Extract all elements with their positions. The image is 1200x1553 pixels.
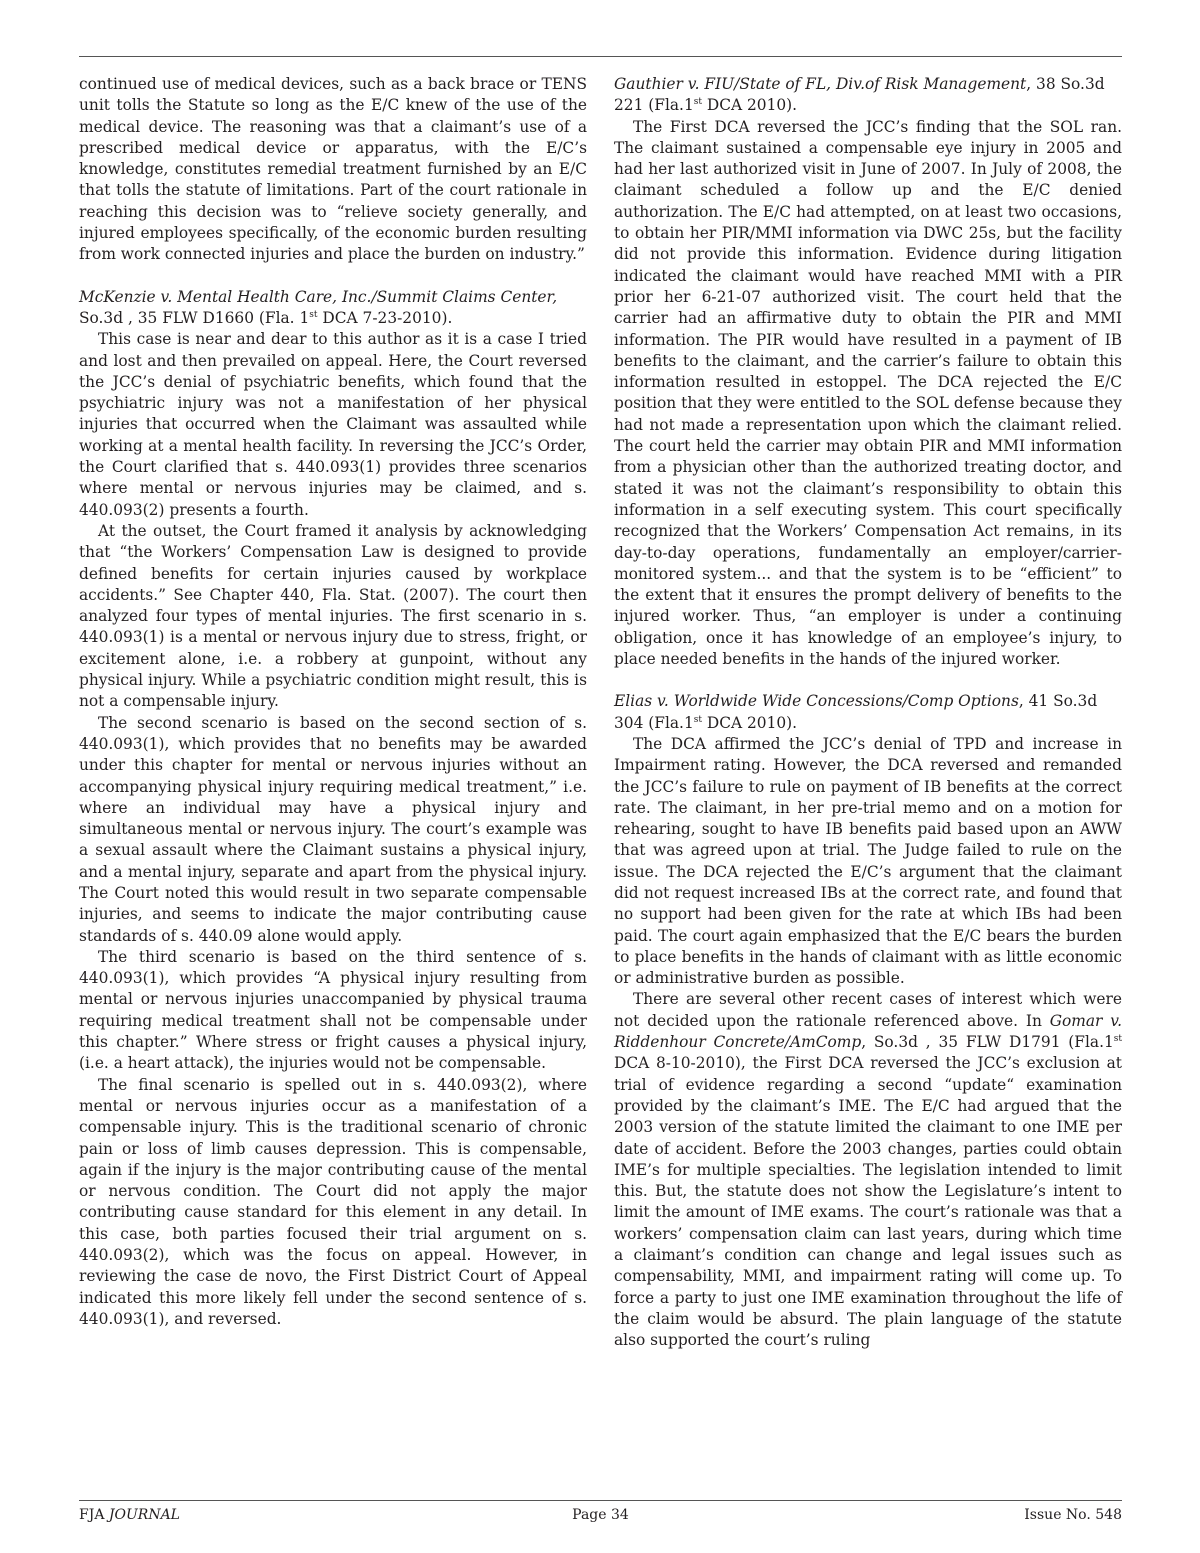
paragraph: The third scenario is based on the third sentence of s. 440.093(1), which provides “A physical injury resulting from mental or nervous injuries unaccompanied by physical trauma requiring medical treatment shall not be compensable under this chapter.” Where stress or fright causes a physical injury, (i.e. a heart attack), the injuries would not be compensable. — [79, 947, 587, 1073]
paragraph: The First DCA reversed the JCC’s finding that the SOL ran. The claimant sustained a compensable eye injury in 2005 and had her last authorized visit in June of 2007. In July of 2008, the claimant scheduled a follow up and the E/C denied authorization. The E/C had attempted, on at least two occasions, to obtain her PIR/MMI information via DWC 25s, but the facility did not provide this information. Evidence during litigation indicated the claimant would have reached MMI with a PIR prior her 6-21-07 authorized visit. The court held that the carrier had an affirmative duty to obtain the PIR and MMI information. The PIR would have resulted in a payment of IB benefits to the claimant, and the carrier’s failure to obtain this information resulted in estoppel. The DCA rejected the E/C position that they were entitled to the SOL defense because they had not made a representation upon which the claimant relied. The court held the carrier may obtain PIR and MMI information from a physician other than the authorized treating doctor, and stated it was not the claimant’s responsibility to obtain this information in a self executing system. This court specifically recognized that the Workers’ Compensation Act remains, in its day-to-day operations, fundamentally an employer/carrier-monitored system... and that the system is to be “efficient” to the extent that it ensures the prompt delivery of benefits to the injured worker. Thus, “an employer is under a continuing obligation, once it has knowledge of an employee’s injury, to place needed benefits in the hands of the injured worker. — [614, 117, 1122, 669]
publication-name: FJA JOURNAL — [79, 1507, 180, 1523]
footer-rule — [79, 1500, 1122, 1501]
case-name: Elias v. Worldwide Wide Concessions/Comp Options — [614, 692, 1019, 711]
paragraph: The final scenario is spelled out in s. 440.093(2), where mental or nervous injuries occur as a manifestation of a compensable injury. This is the traditional scenario of chronic pain or loss of limb causes depression. This is compensable, again if the injury is the major contributing cause of the mental or nervous condition. The Court did not apply the major contributing cause standard for this element in any detail. In this case, both parties focused their trial argument on s. 440.093(2), which was the focus on appeal. However, in reviewing the case de novo, the First District Court of Appeal indicated this more likely fell under the second sentence of s. 440.093(1), and reversed. — [79, 1075, 587, 1328]
case-name: Gomar v. Riddenhour Concrete/AmComp — [614, 1011, 1122, 1052]
header-rule — [79, 56, 1122, 57]
page-footer — [79, 1505, 1122, 1525]
case-citation: McKenzie v. Mental Health Care, Inc./Summit Claims Center, So.3d , 35 FLW D1660 (Fla. 1st DCA 7-23-2010). — [79, 287, 558, 327]
case-name: Gauthier v. FIU/State of FL, Div.of Risk Management — [614, 75, 1027, 93]
issue-number: Issue No. 548 — [1024, 1507, 1122, 1523]
page-number: Page 34 — [572, 1507, 629, 1523]
paragraph: The second scenario is based on the second section of s. 440.093(1), which provides that no benefits may be awarded under this chapter for mental or nervous injuries without an accompanying physical injury requiring medical treatment,” i.e. where an individual may have a physical injury and simultaneous mental or nervous injury. The court’s example was a sexual assault where the Claimant sustains a physical injury, and a mental injury, separate and apart from the physical injury. The Court noted this would result in two separate compensable injuries, and seems to indicate the major contributing cause standards of s. 440.09 alone would apply. — [79, 713, 587, 945]
paragraph: The DCA affirmed the JCC’s denial of TPD and increase in Impairment rating. However, the DCA reversed and remanded the JCC’s failure to rule on payment of IB benefits at the correct rate. The claimant, in her pre-trial memo and on a motion for rehearing, sought to have IB benefits paid based upon an AWW that was agreed upon at trial. The Judge failed to rule on the issue. The DCA rejected the E/C’s argument that the claimant did not request increased IBs at the correct rate, and found that no support had been given for the rate at which IBs had been paid. The court again emphasized that the E/C bears the burden to place benefits in the hands of claimant with as little economic or administrative burden as possible. — [614, 734, 1122, 988]
case-citation: Gauthier v. FIU/State of FL, Div.of Risk Management, 38 So.3d 221 (Fla.1st DCA 2010). — [614, 75, 1105, 115]
left-column — [79, 74, 587, 1330]
paragraph: At the outset, the Court framed it analysis by acknowledging that “the Workers’ Compensation Law is designed to provide defined benefits for certain injuries caused by workplace accidents.” See Chapter 440, Fla. Stat. (2007). The court then analyzed four types of mental injuries. The first scenario in s. 440.093(1) is a mental or nervous injury due to stress, fright, or excitement alone, i.e. a robbery at gunpoint, without any physical injury. While a psychiatric condition might result, this is not a compensable injury. — [79, 521, 587, 711]
case-name: McKenzie v. Mental Health Care, Inc./Summit Claims Center, — [79, 287, 558, 306]
case-citation: Elias v. Worldwide Wide Concessions/Comp Options, 41 So.3d 304 (Fla.1st DCA 2010). — [614, 692, 1098, 732]
paragraph: This case is near and dear to this author as it is a case I tried and lost and then prevailed on appeal. Here, the Court reversed the JCC’s denial of psychiatric benefits, which found that the psychiatric injury was not a manifestation of her physical injuries that occurred when the Claimant was assaulted while working at a mental health facility. In reversing the JCC’s Order, the Court clarified that s. 440.093(1) provides three scenarios where mental or nervous injuries may be claimed, and s. 440.093(2) presents a fourth. — [79, 330, 587, 519]
right-column — [614, 74, 1122, 1352]
paragraph: There are several other recent cases of interest which were not decided upon the rationale referenced above. In Gomar v. Riddenhour Concrete/AmComp, So.3d , 35 FLW D1791 (Fla.1st DCA 8-10-2010), the First DCA reversed the JCC’s exclusion at trial of evidence regarding a second “update“ examination provided by the claimant’s IME. The E/C had argued that the 2003 version of the statute limited the claimant to one IME per date of accident. Before the 2003 changes, parties could obtain IME’s for multiple specialties. The legislation intended to limit this. But, the statute does not show the Legislature’s intent to limit the amount of IME exams. The court’s rationale was that a workers’ compensation claim can last years, during which time a claimant’s condition can change and legal issues such as compensability, MMI, and impairment rating will come up. To force a party to just one IME examination throughout the life of the claim would be absurd. The plain language of the statute also supported the court’s ruling — [614, 990, 1123, 1350]
paragraph: continued use of medical devices, such as a back brace or TENS unit tolls the Statute so long as the E/C knew of the use of the medical device. The reasoning was that a claimant’s use of a prescribed medical device or apparatus, with the E/C’s knowledge, constitutes remedial treatment furnished by an E/C that tolls the statute of limitations. Part of the court rationale in reaching this decision was to “relieve society generally, and injured employees specifically, of the economic burden resulting from work connected injuries and place the burden on industry.” — [79, 75, 587, 264]
